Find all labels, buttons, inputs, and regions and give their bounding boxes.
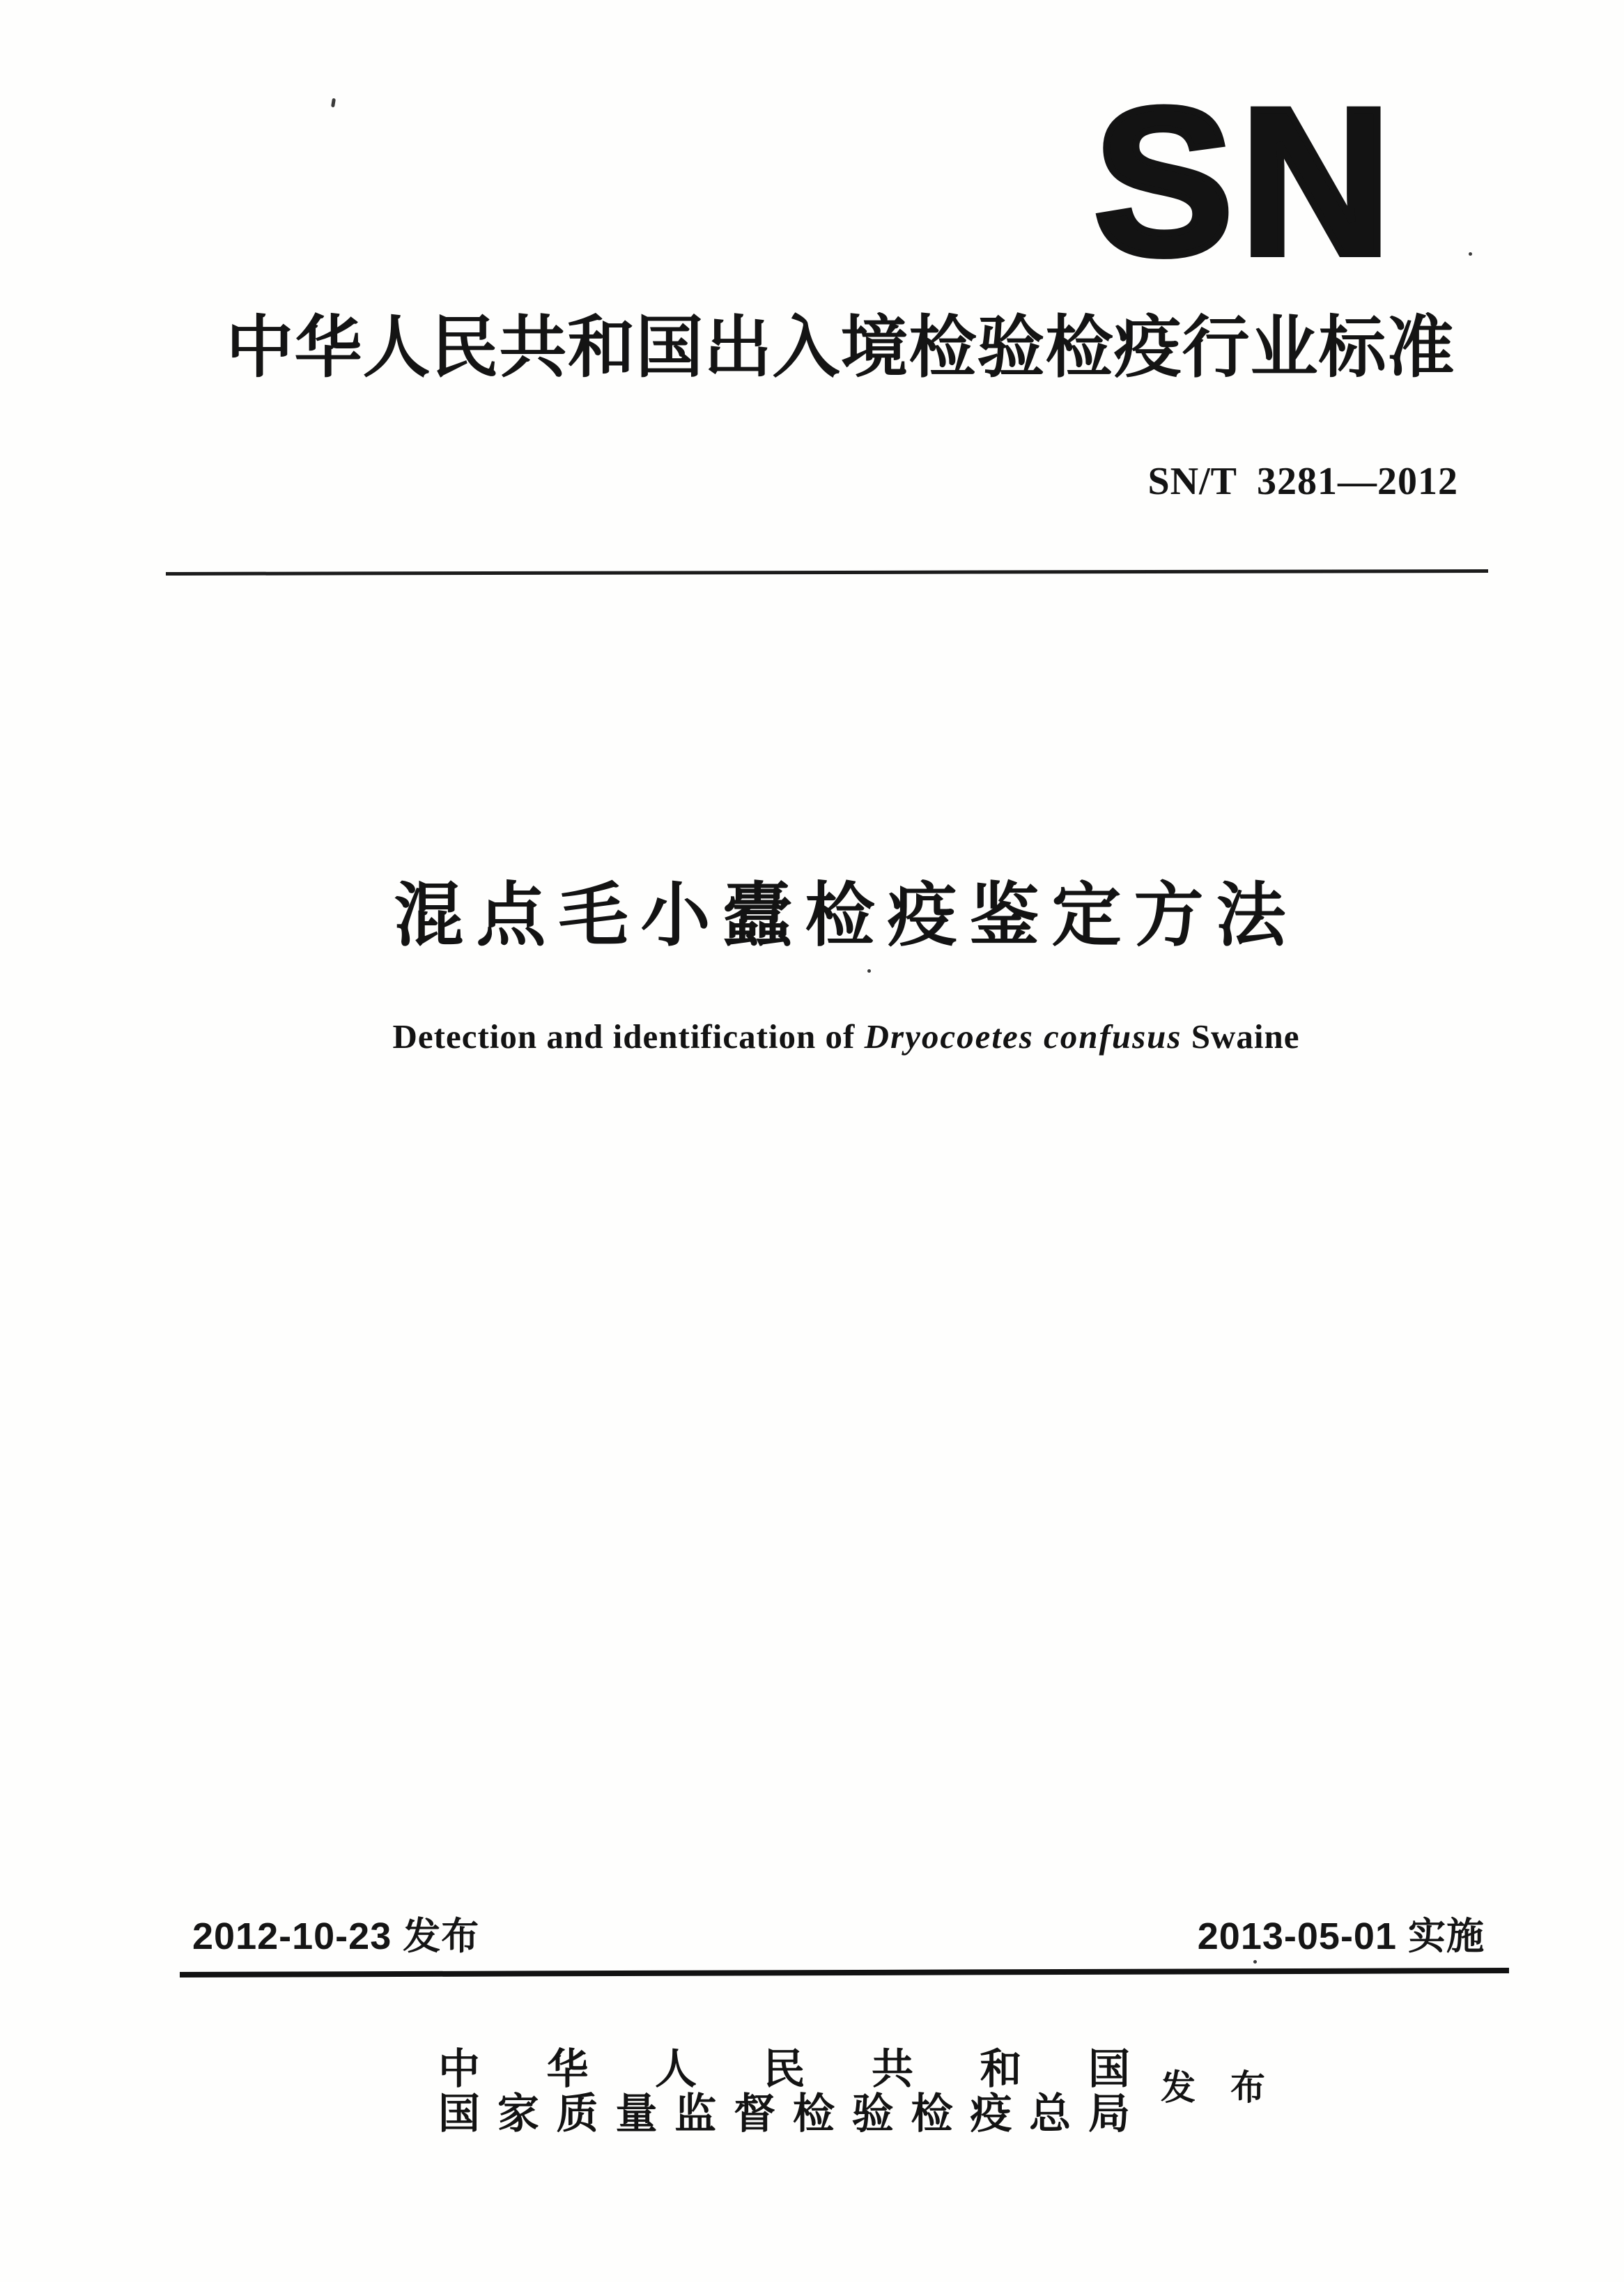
document-title-en	[34, 1017, 1624, 1056]
standard-code: SN/T 3281—2012	[1147, 460, 1458, 503]
issuer-char: 检	[792, 2090, 835, 2137]
title-en-suffix: Swaine	[1182, 1017, 1300, 1056]
publish-label	[1161, 2070, 1265, 2105]
issuer-char: 国	[438, 2090, 480, 2137]
issuer-char: 民	[763, 2046, 805, 2092]
issuer-char: 量	[615, 2090, 658, 2137]
issuing-authority-line1	[438, 2047, 1130, 2092]
issue-date: 2012-10-23 发布	[192, 1915, 480, 1957]
publish-char: 布	[1230, 2068, 1265, 2107]
scan-speck	[331, 98, 336, 108]
issuer-char: 总	[1029, 2090, 1072, 2137]
footer-divider-rule	[180, 1968, 1509, 1978]
title-en-prefix: Detection and identification of	[392, 1017, 865, 1056]
scan-speck	[1469, 252, 1472, 256]
sn-logo: SN	[1094, 64, 1398, 298]
issuer-char: 共	[872, 2046, 913, 2092]
issuer-char: 疫	[970, 2090, 1012, 2137]
scan-speck	[867, 969, 871, 973]
issuer-char: 家	[497, 2090, 539, 2137]
header-divider-rule	[166, 569, 1488, 576]
implementation-date: 2013-05-01 实施	[1197, 1915, 1485, 1957]
issuing-authority-line2	[438, 2092, 1130, 2136]
title-en-species-name: Dryocoetes confusus	[864, 1017, 1182, 1056]
scan-speck	[1253, 1960, 1257, 1964]
issuer-char: 督	[734, 2090, 776, 2137]
issuer-char: 监	[674, 2090, 717, 2137]
publish-char: 发	[1161, 2068, 1196, 2107]
issuer-char: 质	[556, 2090, 598, 2137]
issuer-char: 检	[911, 2090, 953, 2137]
document-title-zh: 混点毛小蠹检疫鉴定方法	[394, 877, 1299, 955]
issuing-authority	[438, 2047, 1130, 2136]
issuer-char: 验	[851, 2090, 894, 2137]
issuer-char: 和	[980, 2046, 1022, 2092]
issuer-char: 国	[1088, 2046, 1130, 2092]
issuer-char: 华	[546, 2046, 589, 2092]
issuer-char: 局	[1088, 2090, 1130, 2137]
issuer-char: 中	[438, 2046, 480, 2092]
standard-category-heading: 中华人民共和国出入境检验检疫行业标准	[226, 309, 1455, 385]
issuer-char: 人	[655, 2046, 697, 2092]
